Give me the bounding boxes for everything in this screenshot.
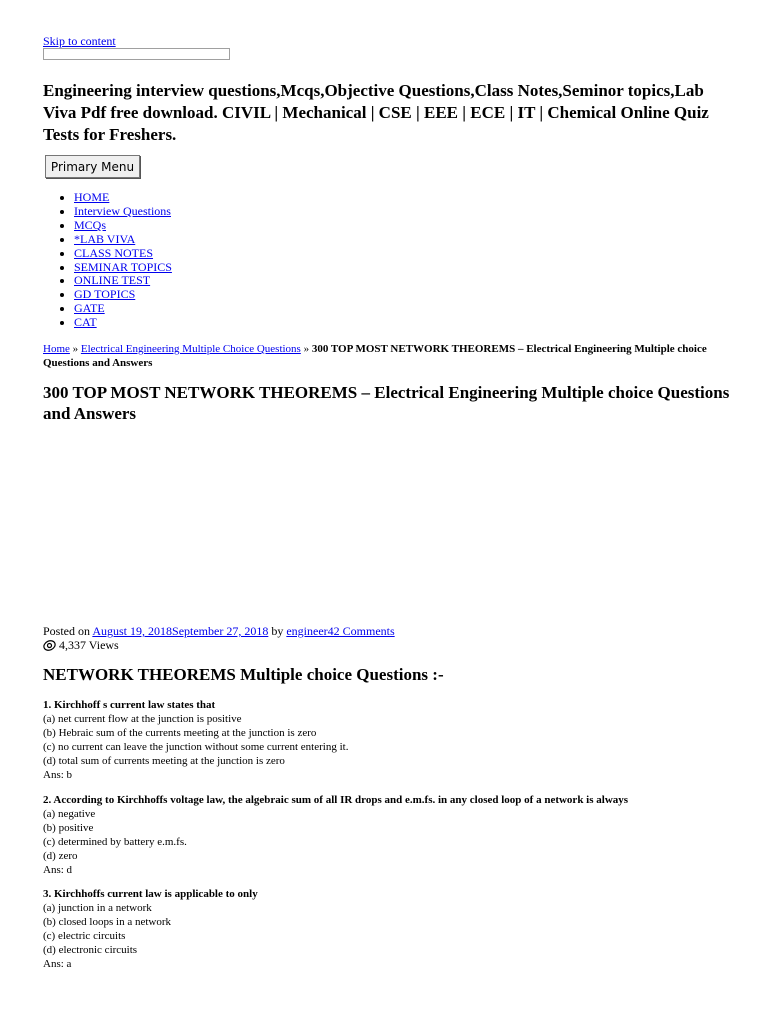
question-answer: Ans: d bbox=[43, 863, 73, 876]
breadcrumb-home-link[interactable]: Home bbox=[43, 343, 70, 355]
nav-item-online-test bbox=[74, 274, 172, 288]
breadcrumb-current: 300 TOP MOST NETWORK THEOREMS – Electrical Engineering Multiple choice Questions and Answers bbox=[43, 343, 707, 369]
nav-link-class-notes[interactable]: CLASS NOTES bbox=[74, 245, 154, 260]
question-answer: Ans: a bbox=[43, 957, 72, 970]
nav-link-gd-topics[interactable]: GD TOPICS bbox=[74, 287, 136, 302]
question-option: (a) net current flow at the junction is positive bbox=[43, 712, 242, 725]
by-label: by bbox=[268, 624, 287, 638]
views-label: 4,337 Views bbox=[59, 638, 119, 652]
question-option: (d) electronic circuits bbox=[43, 943, 138, 956]
nav-item-home bbox=[74, 191, 172, 205]
views-count bbox=[43, 638, 119, 652]
post-date-link[interactable]: August 19, 2018September 27, 2018 bbox=[92, 624, 269, 638]
question-item bbox=[43, 888, 733, 971]
nav-item-seminar-topics bbox=[74, 261, 172, 275]
nav-link-interview-questions[interactable]: Interview Questions bbox=[74, 203, 171, 218]
question-option: (d) zero bbox=[43, 849, 78, 862]
nav-item-class-notes bbox=[74, 247, 172, 261]
question-item bbox=[43, 794, 733, 877]
question-answer: Ans: b bbox=[43, 768, 73, 781]
nav-item-mcqs bbox=[74, 219, 172, 233]
question-option: (c) determined by battery e.m.fs. bbox=[43, 835, 187, 848]
nav-item-gd-topics bbox=[74, 288, 172, 302]
skip-to-content-link[interactable]: Skip to content bbox=[43, 34, 116, 48]
breadcrumb-separator: » bbox=[300, 343, 312, 355]
eye-icon bbox=[43, 640, 56, 651]
post-meta bbox=[43, 624, 395, 638]
nav-item-interview-questions bbox=[74, 205, 172, 219]
post-title: 300 TOP MOST NETWORK THEOREMS – Electrical Engineering Multiple choice Questions and Answers bbox=[43, 383, 730, 423]
nav-link-mcqs[interactable]: MCQs bbox=[74, 217, 107, 232]
question-text: 1. Kirchhoff s current law states that bbox=[43, 699, 216, 711]
site-title: Engineering interview questions,Mcqs,Objective Questions,Class Notes,Seminor topics,Lab Viva Pdf free download. CIVIL | Mechanical | CSE | EEE | ECE | IT | Chemical Online Quiz Tests for Freshers. bbox=[43, 81, 709, 144]
question-option: (a) junction in a network bbox=[43, 901, 152, 914]
nav-item-gate bbox=[74, 302, 172, 316]
nav-link-gate[interactable]: GATE bbox=[74, 301, 105, 316]
question-item bbox=[43, 699, 733, 782]
posted-on-label: Posted on bbox=[43, 624, 93, 638]
question-option: (b) closed loops in a network bbox=[43, 915, 171, 928]
nav-link-lab-viva[interactable]: *LAB VIVA bbox=[74, 231, 136, 246]
primary-nav bbox=[43, 191, 172, 330]
nav-item-lab-viva bbox=[74, 233, 172, 247]
section-title: NETWORK THEOREMS Multiple choice Questions :- bbox=[43, 665, 444, 684]
question-option: (a) negative bbox=[43, 807, 96, 820]
primary-menu-button[interactable]: Primary Menu bbox=[45, 155, 140, 178]
nav-item-cat bbox=[74, 316, 172, 330]
question-option: (b) positive bbox=[43, 821, 94, 834]
question-option: (c) no current can leave the junction without some current entering it. bbox=[43, 740, 349, 753]
nav-link-cat[interactable]: CAT bbox=[74, 315, 97, 330]
question-option: (b) Hebraic sum of the currents meeting at the junction is zero bbox=[43, 726, 317, 739]
nav-link-seminar-topics[interactable]: SEMINAR TOPICS bbox=[74, 259, 172, 274]
breadcrumb-separator: » bbox=[69, 343, 81, 355]
nav-link-online-test[interactable]: ONLINE TEST bbox=[74, 273, 151, 288]
author-comments-link[interactable]: engineer42 Comments bbox=[286, 624, 395, 638]
question-option: (c) electric circuits bbox=[43, 929, 126, 942]
question-text: 2. According to Kirchhoffs voltage law, the algebraic sum of all IR drops and e.m.fs. in any closed loop of a network is always bbox=[43, 794, 629, 806]
question-option: (d) total sum of currents meeting at the junction is zero bbox=[43, 754, 285, 767]
breadcrumb bbox=[43, 342, 723, 370]
breadcrumb-category-link[interactable]: Electrical Engineering Multiple Choice Questions bbox=[80, 343, 301, 355]
search-input[interactable] bbox=[43, 48, 230, 60]
question-text: 3. Kirchhoffs current law is applicable to only bbox=[43, 888, 258, 900]
nav-link-home[interactable]: HOME bbox=[74, 190, 110, 204]
